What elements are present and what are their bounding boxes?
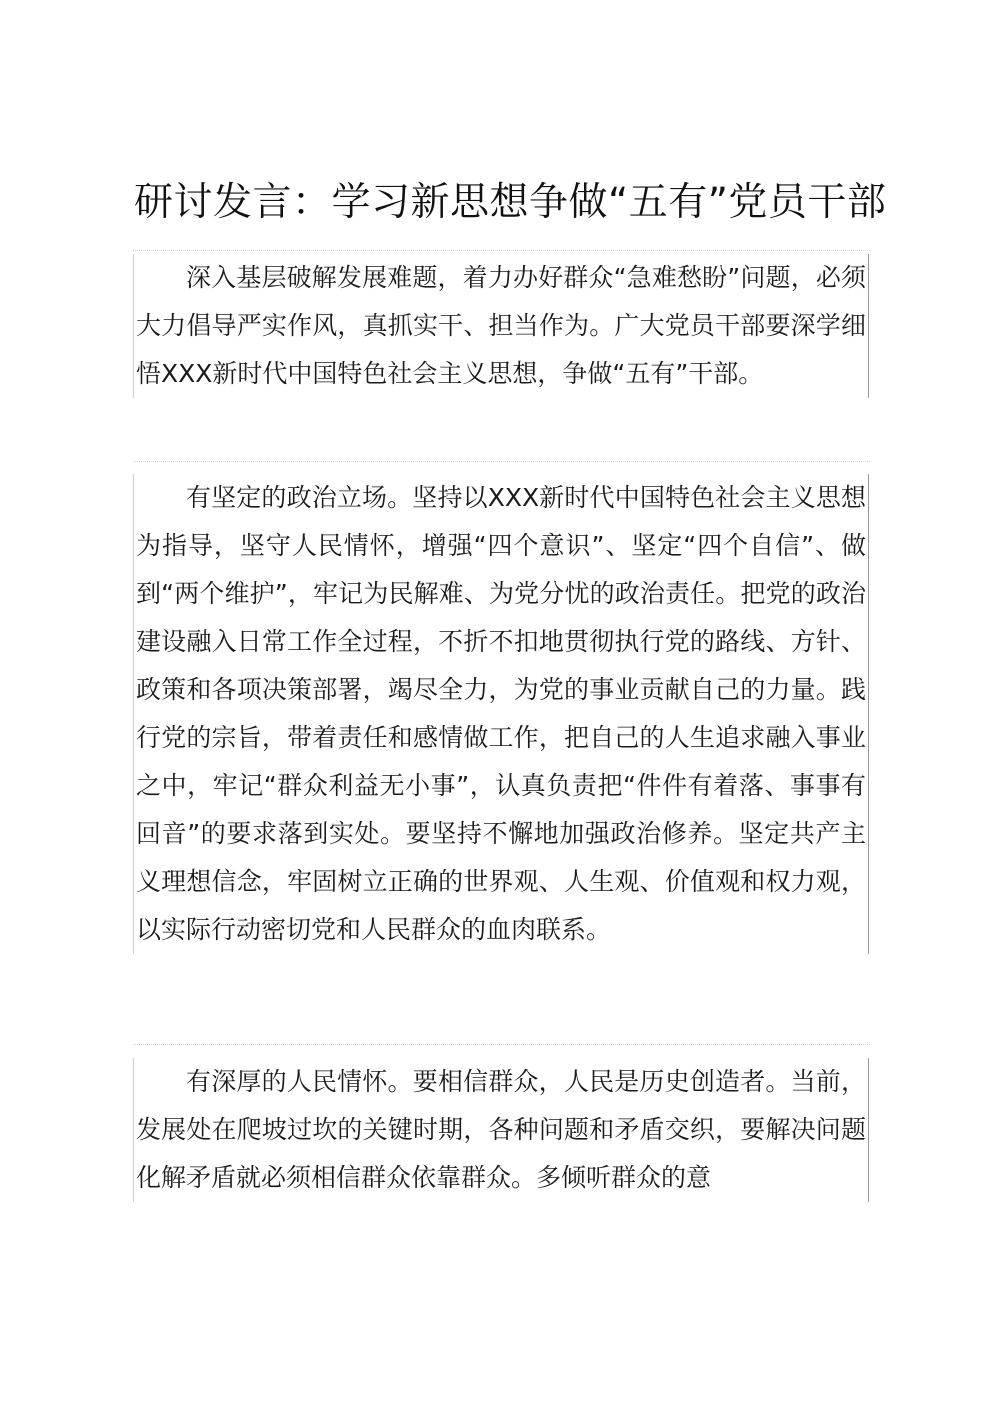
paragraph-divider [133,250,870,251]
paragraph-people-sentiment: 有深厚的人民情怀。要相信群众，人民是历史创造者。当前，发展处在爬坡过坎的关键时期，各种问题和矛盾交织，要解决问题化解矛盾就必须相信群众依靠群众。多倾听群众的意 [133,1058,869,1202]
paragraph-divider [133,1044,870,1045]
paragraph-divider [133,461,870,462]
paragraph-political-stance: 有坚定的政治立场。坚持以XXX新时代中国特色社会主义思想为指导，坚守人民情怀，增强“四个意识”、坚定“四个自信”、做到“两个维护”，牢记为民解难、为党分忧的政治责任。把党的政治建设融入日常工作全过程，不折不扣地贯彻执行党的路线、方针、政策和各项决策部署，竭尽全力，为党的事业贡献自己的力量。践行党的宗旨，带着责任和感情做工作，把自己的人生追求融入事业之中，牢记“群众利益无小事”，认真负责把“件件有着落、事事有回音”的要求落到实处。要坚持不懈地加强政治修养。坚定共产主义理想信念，牢固树立正确的世界观、人生观、价值观和权力观，以实际行动密切党和人民群众的血肉联系。 [133,474,869,954]
document-title: 研讨发言：学习新思想争做“五有”党员干部 [134,180,887,225]
paragraph-intro: 深入基层破解发展难题，着力办好群众“急难愁盼”问题，必须大力倡导严实作风，真抓实干、担当作为。广大党员干部要深学细悟XXX新时代中国特色社会主义思想，争做“五有”干部。 [133,254,869,398]
